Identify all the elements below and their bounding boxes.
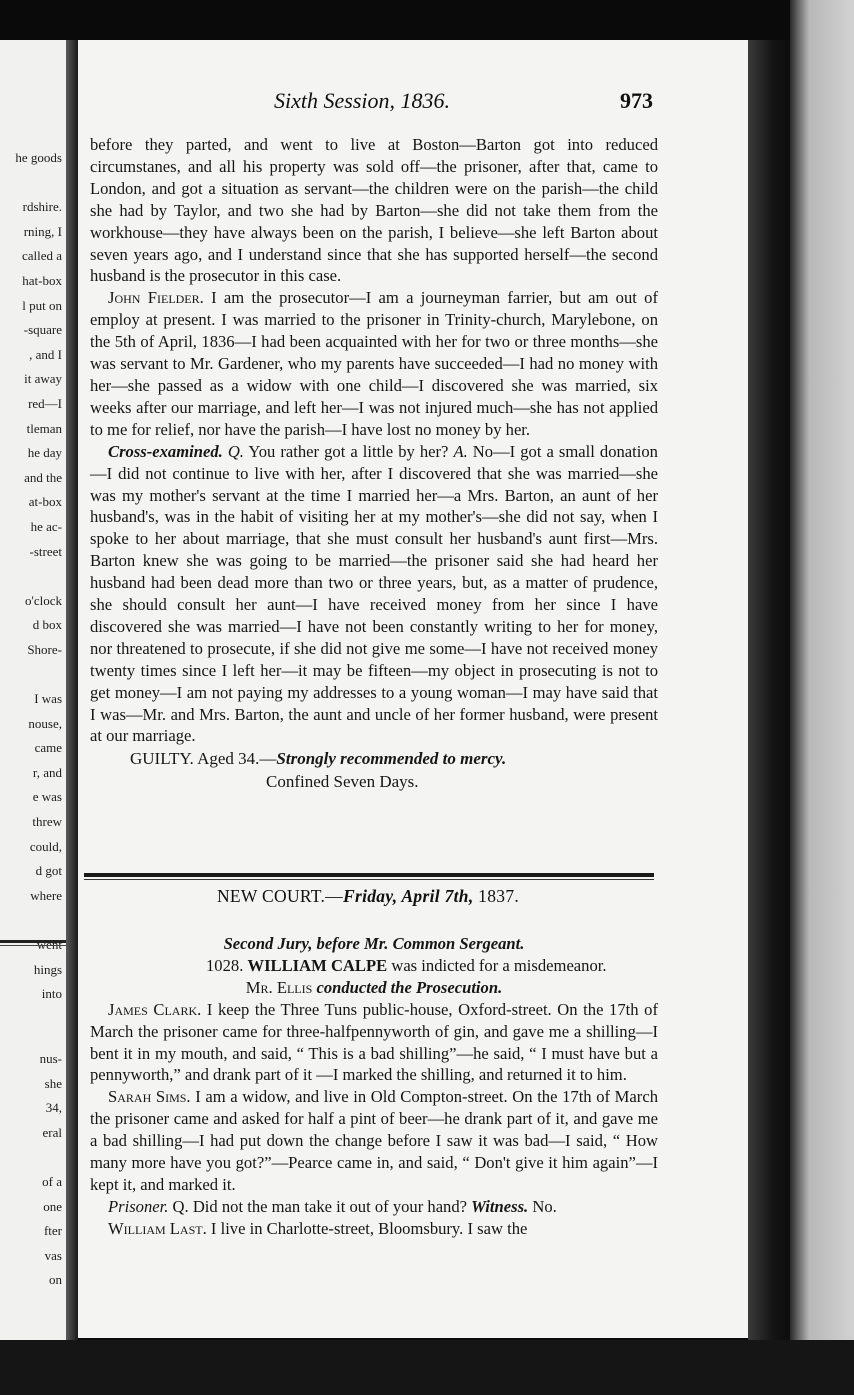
facing-page-fragment-line: tleman	[26, 420, 62, 436]
book-page	[78, 40, 748, 1338]
facing-page-fragment-line: called a	[21, 248, 62, 264]
testimony-sims	[90, 1086, 658, 1196]
new-case-body	[90, 933, 658, 1240]
testimony-text: I live in Charlotte-street, Bloomsbury. I saw the	[206, 1218, 528, 1238]
witness-name: James Clark.	[108, 999, 202, 1019]
recommendation: Strongly recommended to mercy.	[276, 749, 507, 769]
court-heading	[78, 886, 658, 907]
facing-page-fragment-line: he ac-	[30, 518, 62, 534]
facing-page-fragment-line: at-box	[28, 494, 62, 510]
scan-top-border	[0, 0, 854, 40]
counsel-name: Mr. Ellis	[245, 977, 313, 997]
facing-page-fragment-line: nouse,	[28, 715, 62, 731]
facing-page-fragment-line	[15, 662, 62, 687]
question-label: Q.	[227, 441, 244, 461]
facing-page-fragment-line: d box	[32, 617, 62, 633]
facing-page-rule	[0, 940, 66, 943]
facing-page-rule-thin	[0, 945, 66, 946]
scan-right-background	[790, 0, 854, 1395]
court-name: NEW COURT.—	[216, 886, 343, 906]
facing-page-fragment-line: came	[34, 740, 62, 756]
facing-page-fragment-line: rdshire.	[22, 199, 62, 215]
facing-page-fragment	[0, 40, 66, 1340]
facing-page-fragment-line: nus-	[39, 1051, 62, 1066]
facing-page-fragment-line: could,	[29, 838, 62, 854]
facing-page-text-bottom	[40, 1047, 62, 1293]
facing-page-fragment-line: hings	[33, 961, 62, 977]
facing-page-fragment-line: o'clock	[25, 592, 62, 608]
counsel-line	[90, 977, 658, 999]
facing-page-fragment-line: one	[43, 1198, 62, 1214]
counsel-text: conducted the Prosecution.	[312, 977, 503, 997]
case-heading	[90, 955, 658, 977]
facing-page-fragment-line: -square	[23, 322, 62, 338]
facing-page-fragment-line: red—I	[28, 395, 62, 411]
facing-page-fragment-line	[40, 1145, 62, 1170]
defendant-name: WILLIAM CALPE	[247, 955, 388, 975]
testimony-text: I am the prosecutor—I am a journeyman farrier, but am out of employ at present. I was married to the prisoner in Trinity-church, Marylebone, on the 5th of April, 1836—I had been acquainted with her for two or three months—she was servant to Mr. Gardener, who my parents have succeeded—I had no money with her—she passed as a widow with one child—I discovered she was married, six weeks after our marriage, and left her—I was not injured much—she has not applied to me for relief, nor have the parish—I have lost no money by her.	[90, 288, 658, 439]
answer-text: No—I got a small donation—I did not continue to live with her, after I discovered that she was married—she was my mother's servant at the time I married her—a Mrs. Barton, an aunt of her husband's, was in the habit of visiting her at my mother's—she did not say, when I spoke to her about marriage, that she must consult her husband's aunt first—Mrs. Barton knew she was going to be married—the prisoner said she had heard her husband had been dead more than two or three years, but, as a matter of prudence, she should consult her aunt—I have received money from her since I have discovered she was married—I have not been constantly writing to her for money, nor threatened to prosecute, if she did not give me some—I have not received money twenty times since I left her—it may be fifteen—my object in prosecuting is not to get money—I am not paying my addresses to a young woman—I may have said that I was—Mr. and Mrs. Barton, the aunt and uncle of her former husband, were present at our marriage.	[90, 441, 658, 746]
book-gutter	[66, 40, 78, 1340]
testimony-fielder	[90, 287, 658, 440]
cross-examination	[90, 441, 658, 748]
testimony-text: I am a widow, and live in Old Compton-street. On the 17th of March the prisoner came and asked for half a pint of beer—he drank part of it, and gave me a bad shilling—I had put down the change before I saw it was bad—I said, “ How many more have you got?”—Pearce came in, and said, “ Don't give it him again”—I kept it, and marked it.	[90, 1087, 658, 1194]
facing-page-fragment-line: threw	[32, 814, 62, 830]
facing-page-fragment-line: into	[41, 986, 62, 1002]
facing-page-fragment-line: on	[49, 1272, 62, 1288]
testimony-continuation: before they parted, and went to live at Boston—Barton got into reduced circumstanes, and all his property was sold off—the prisoner, after that, came to London, and got a situation as servant—the children were on the parish—the child she had by Taylor, and two she had by Barton—she did not take them from the workhouse—they have always been on the parish, I believe—she left Barton about seven years ago, and I understand since that she has supported herself—the second husband is the prosecutor in this case.	[90, 135, 658, 286]
section-rule	[84, 873, 654, 877]
prisoner-question	[90, 1196, 658, 1218]
answer-label: A.	[453, 441, 468, 461]
facing-page-fragment-line: r, and	[32, 764, 62, 780]
facing-page-fragment-line	[15, 908, 62, 933]
facing-page-fragment-line: of a	[42, 1173, 62, 1189]
witness-name: Sarah Sims.	[108, 1087, 191, 1107]
scan-bottom-border	[0, 1340, 854, 1395]
page-edge-shadow	[748, 40, 790, 1340]
facing-page-fragment-line: I was	[34, 691, 62, 707]
facing-page-fragment-line: rning, I	[23, 223, 62, 239]
section-rule-thin	[84, 879, 654, 880]
defendant-age: Aged 34.—	[193, 749, 277, 769]
facing-page-fragment-line: fter	[43, 1223, 62, 1239]
facing-page-fragment-line: where	[30, 887, 62, 903]
prisoner-label: Prisoner.	[108, 1196, 169, 1216]
facing-page-fragment-line	[15, 171, 62, 196]
page-body	[90, 134, 658, 793]
facing-page-fragment-line: it away	[24, 371, 62, 387]
running-title: Sixth Session, 1836.	[274, 88, 450, 113]
facing-page-fragment-line: she	[44, 1075, 62, 1091]
facing-page-fragment-line: l put on	[22, 297, 62, 313]
witness-name: John Fielder.	[108, 288, 204, 308]
case-number: 1028.	[206, 955, 244, 975]
testimony-last	[90, 1218, 658, 1240]
witness-name: William Last.	[108, 1218, 207, 1238]
facing-page-fragment-line: and the	[24, 469, 62, 485]
sentence-line: Confined Seven Days.	[266, 772, 419, 792]
testimony-clark	[90, 999, 658, 1087]
court-date: Friday, April 7th,	[342, 886, 474, 906]
facing-page-fragment-line: he day	[27, 445, 62, 461]
witness-answer: No.	[528, 1196, 557, 1216]
court-year: 1837.	[473, 886, 520, 906]
verdict-line	[90, 747, 658, 770]
question-text: You rather got a little by her?	[243, 441, 449, 461]
facing-page-fragment-line: he goods	[15, 150, 62, 165]
charge-text: was indicted for a misdemeanor.	[387, 955, 607, 975]
facing-page-fragment-line: vas	[44, 1247, 62, 1263]
facing-page-fragment-line: , and I	[29, 346, 62, 362]
cross-examined-label: Cross-examined.	[108, 441, 223, 461]
facing-page-fragment-line: hat-box	[22, 272, 62, 288]
facing-page-fragment-line	[15, 564, 62, 589]
jury-line: Second Jury, before Mr. Common Sergeant.	[223, 934, 525, 953]
witness-label: Witness.	[471, 1196, 529, 1216]
facing-page-fragment-line: -street	[29, 543, 62, 559]
page-number: 973	[620, 88, 653, 113]
facing-page-fragment-line: Shore-	[27, 641, 62, 657]
verdict: GUILTY.	[130, 749, 194, 769]
testimony-text: I keep the Three Tuns public-house, Oxford-street. On the 17th of March the prisoner came for three-halfpennyworth of gin, and gave me a shilling—I bent it in my mouth, and said, “ This is a bad shilling”—he said, “ I must have but a pennyworth,” and drank part of it —I marked the shilling, and returned it to him.	[90, 999, 658, 1085]
facing-page-fragment-line: e was	[32, 789, 62, 805]
facing-page-fragment-line: d got	[35, 863, 62, 879]
prisoner-question-text: Q. Did not the man take it out of your hand?	[168, 1196, 468, 1216]
facing-page-fragment-line: 34,	[45, 1100, 62, 1116]
page-header	[78, 88, 748, 118]
facing-page-text-top	[15, 146, 62, 1007]
facing-page-fragment-line: eral	[42, 1124, 62, 1140]
